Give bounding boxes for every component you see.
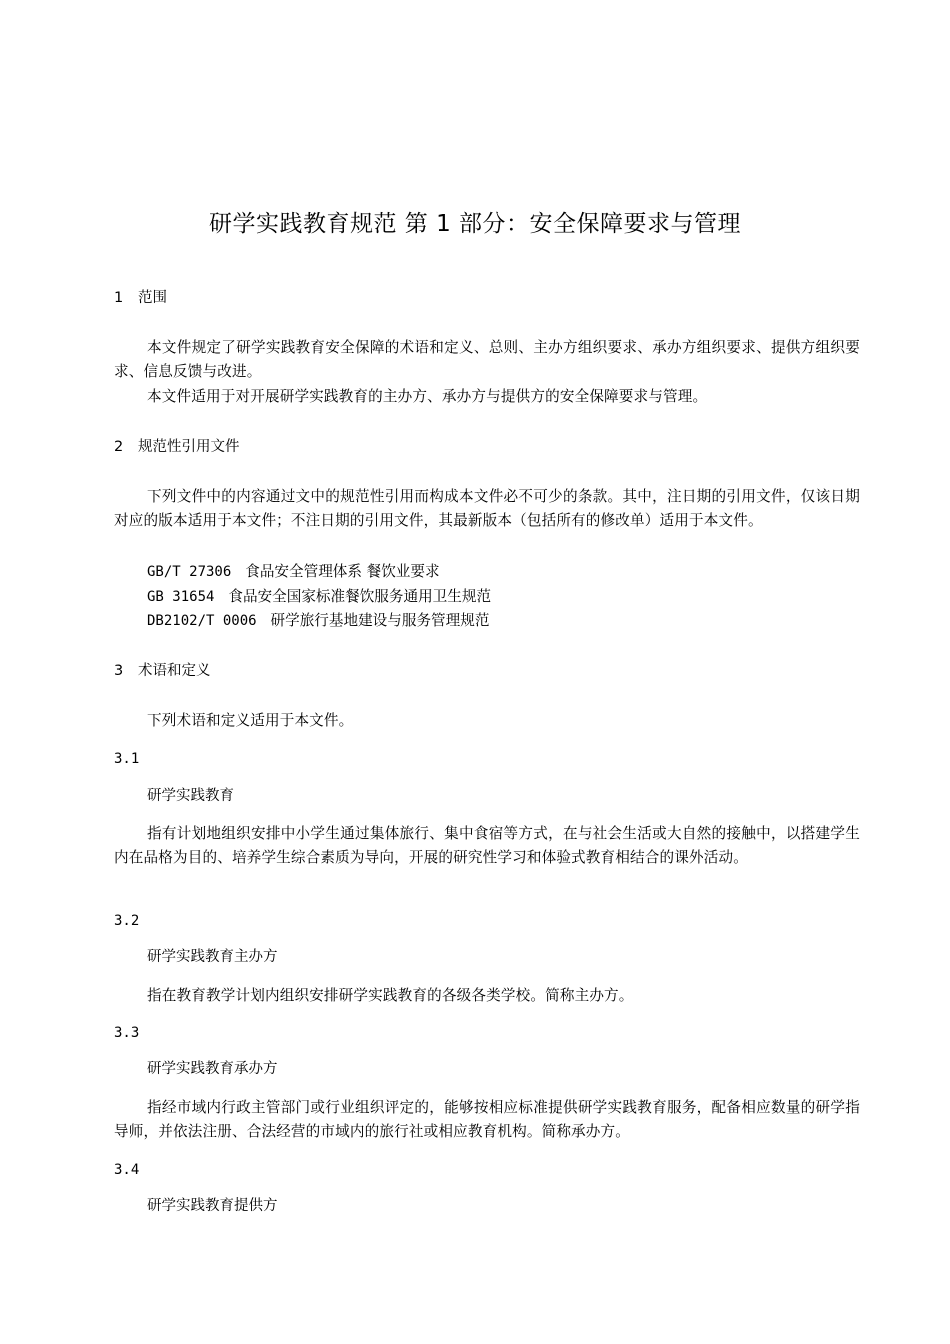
term-name: 研学实践教育承办方: [147, 1061, 278, 1077]
term-number: 3.2: [114, 913, 140, 929]
reference-title: 食品安全国家标准餐饮服务通用卫生规范: [228, 588, 492, 605]
paragraph: 本文件适用于对开展研学实践教育的主办方、承办方与提供方的安全保障要求与管理。: [147, 388, 708, 405]
reference-item: [147, 585, 491, 609]
section-number: 1: [114, 290, 124, 306]
paragraph: 下列术语和定义适用于本文件。: [147, 712, 354, 729]
term-definition: 指经市域内行政主管部门或行业组织评定的，能够按相应标准提供研学实践教育服务，配备相应数量的研学指导师，并依法注册、合法经营的市域内的旅行社或相应教育机构。简称承办方。: [114, 1099, 860, 1140]
reference-title: 食品安全管理体系 餐饮业要求: [245, 563, 440, 580]
section-title: 范围: [138, 290, 167, 306]
reference-title: 研学旅行基地建设与服务管理规范: [270, 612, 490, 629]
term-name: 研学实践教育提供方: [147, 1198, 278, 1214]
term-name: 研学实践教育主办方: [147, 949, 278, 965]
reference-item: [147, 609, 489, 633]
paragraph: 本文件规定了研学实践教育安全保障的术语和定义、总则、主办方组织要求、承办方组织要求、提供方组织要求、信息反馈与改进。: [114, 339, 860, 380]
term-number: 3.4: [114, 1162, 140, 1178]
reference-code: DB2102/T 0006: [147, 613, 257, 629]
term-number: 3.3: [114, 1025, 140, 1041]
section-title: 规范性引用文件: [138, 439, 240, 455]
section-title: 术语和定义: [138, 663, 211, 679]
reference-code: GB 31654: [147, 589, 215, 605]
section-number: 3: [114, 663, 124, 679]
reference-code: GB/T 27306: [147, 564, 232, 580]
term-name: 研学实践教育: [147, 788, 234, 804]
section-heading-normative-references: [114, 436, 240, 458]
section-number: 2: [114, 439, 124, 455]
paragraph: 下列文件中的内容通过文中的规范性引用而构成本文件必不可少的条款。其中，注日期的引用文件，仅该日期对应的版本适用于本文件；不注日期的引用文件，其最新版本（包括所有的修改单）适用于本文件。: [114, 488, 860, 529]
term-definition: 指在教育教学计划内组织安排研学实践教育的各级各类学校。简称主办方。: [147, 987, 634, 1004]
term-definition: 指有计划地组织安排中小学生通过集体旅行、集中食宿等方式，在与社会生活或大自然的接触中，以搭建学生内在品格为目的、培养学生综合素质为导向，开展的研究性学习和体验式教育相结合的课外活动。: [114, 825, 860, 866]
section-heading-terms-and-definitions: [114, 660, 211, 682]
section-heading-scope: [114, 287, 167, 309]
document-title: 研学实践教育规范 第 1 部分：安全保障要求与管理: [208, 211, 742, 237]
term-number: 3.1: [114, 751, 140, 767]
reference-item: [147, 560, 440, 584]
